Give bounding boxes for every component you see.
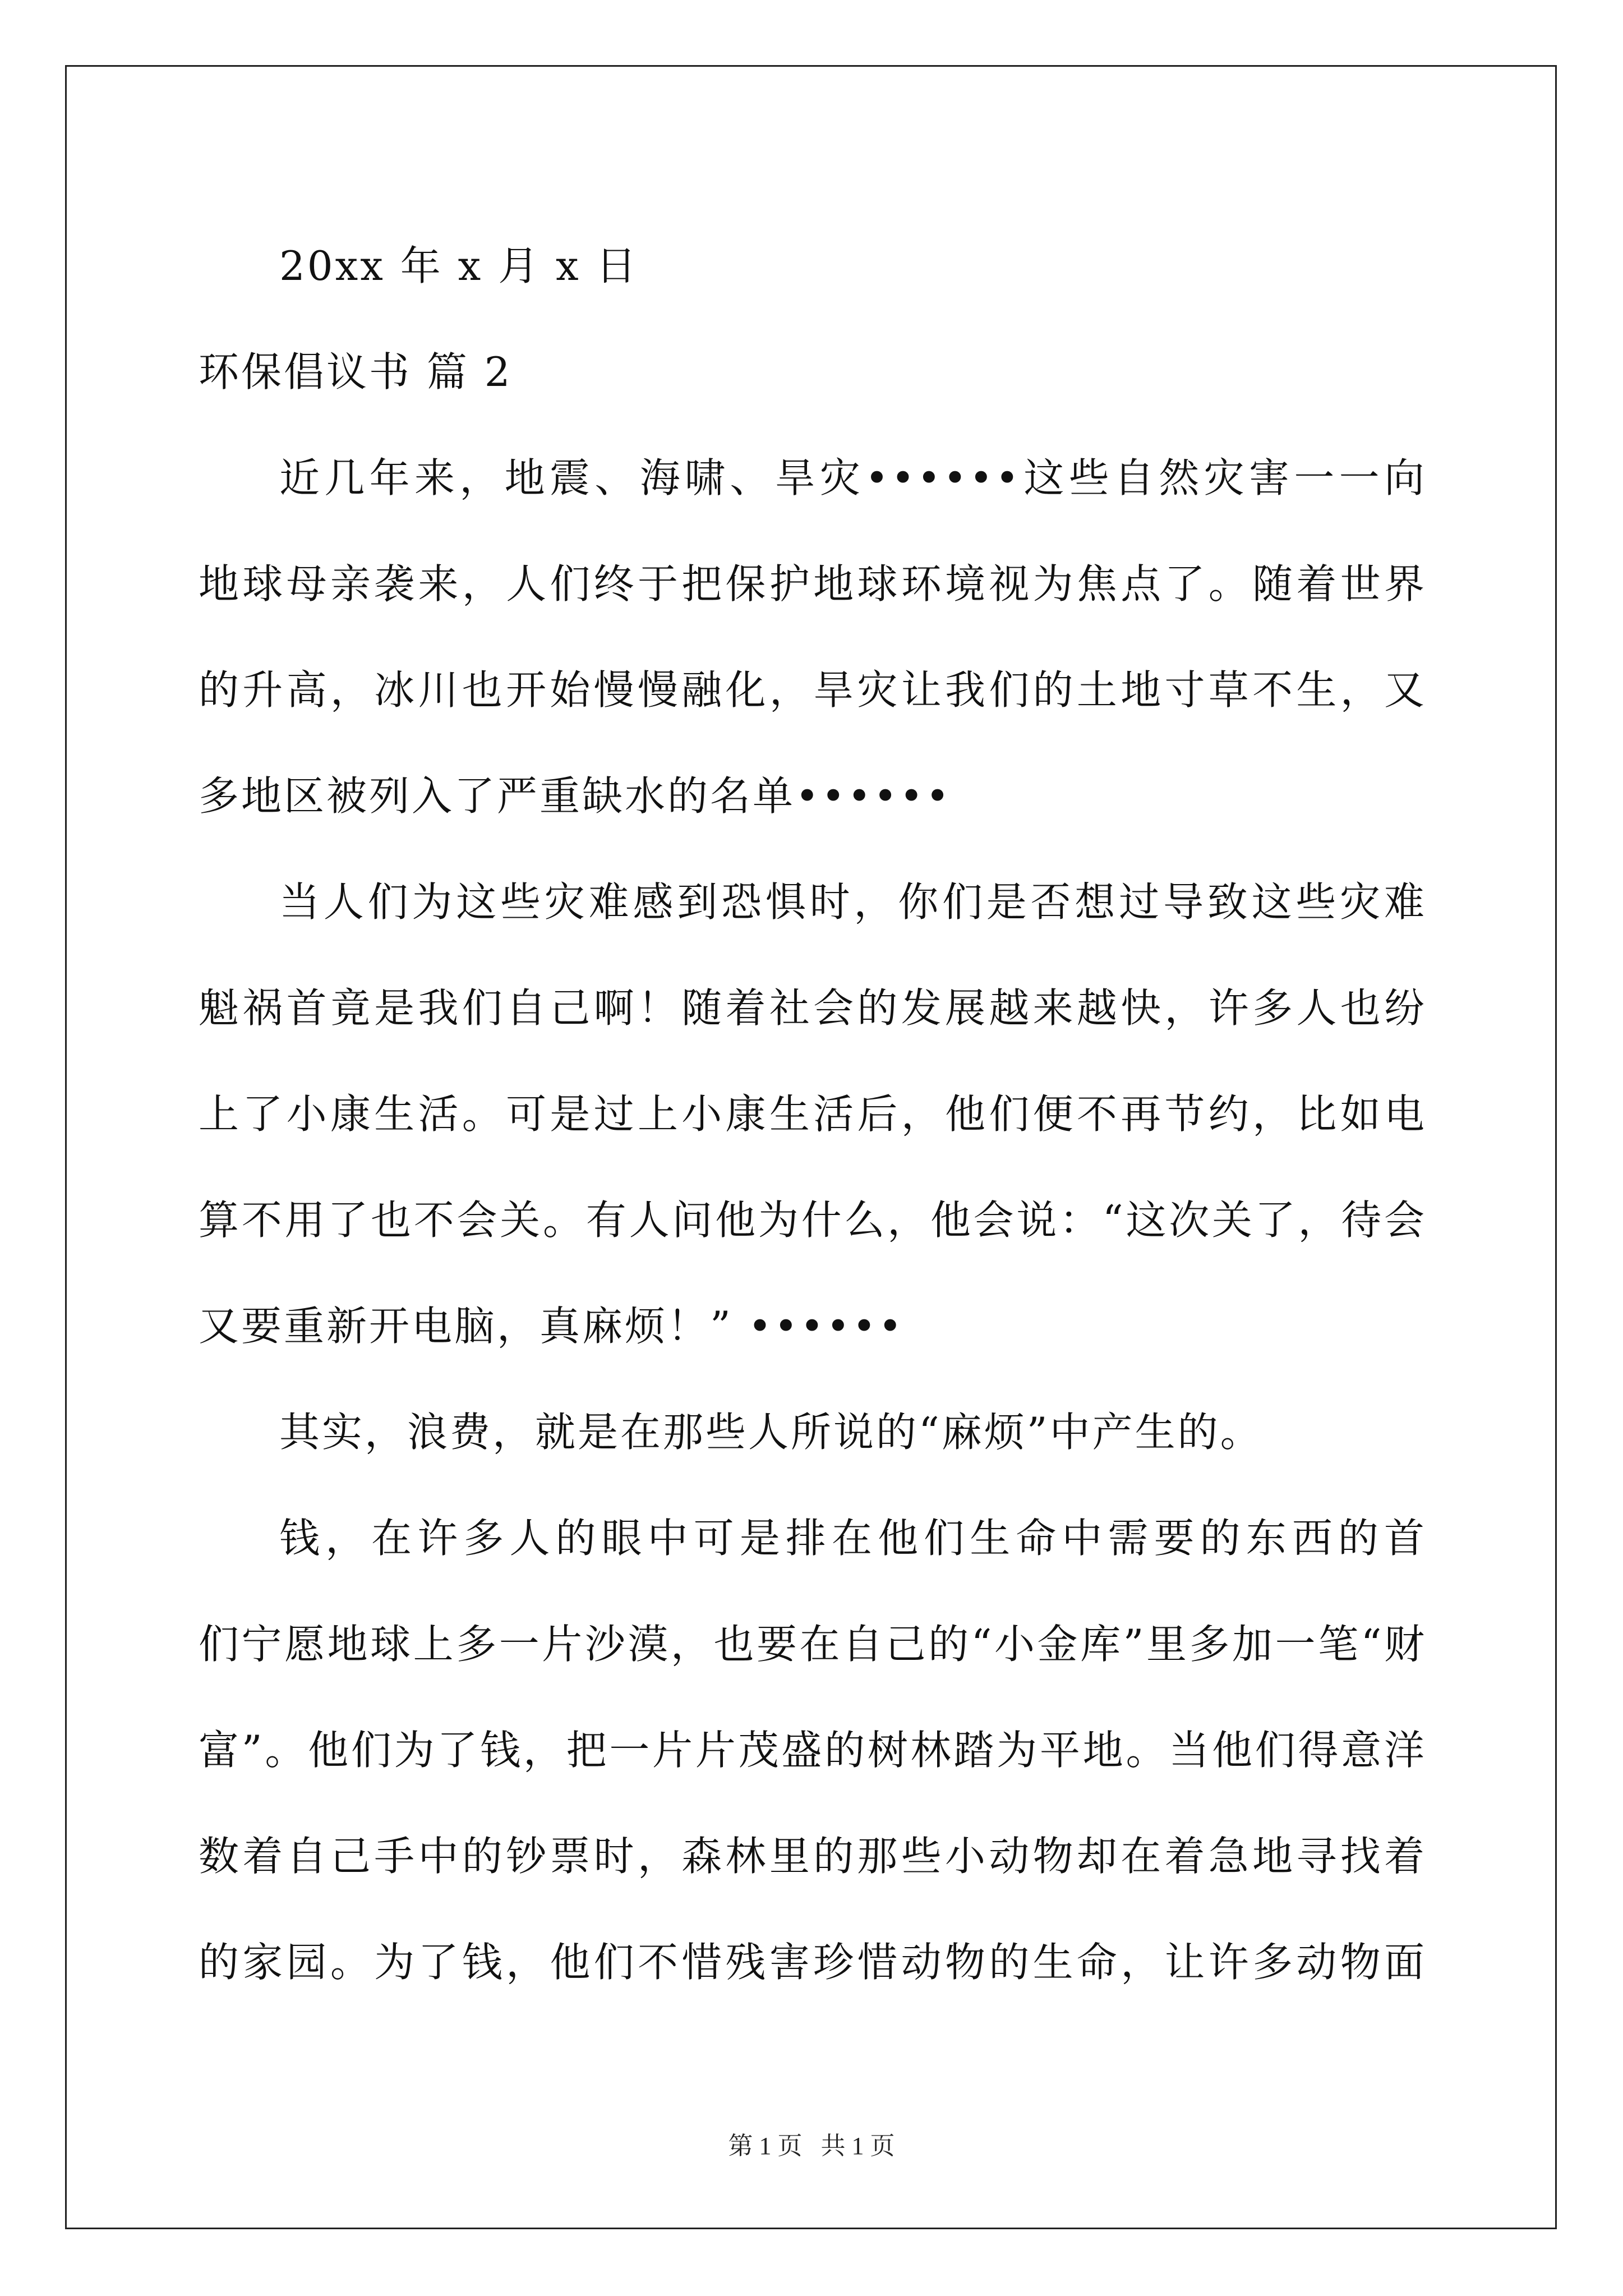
- page-number: 第 1 页: [728, 2132, 803, 2160]
- paragraph-line: 富”。他们为了钱，把一片片茂盛的树林踏为平地。当他们得意洋: [199, 1727, 1427, 1774]
- page-total: 共 1 页: [820, 2132, 895, 2160]
- paragraph-line: 算不用了也不会关。有人问他为什么，他会说：“这次关了，待会: [199, 1197, 1427, 1244]
- paragraph-line: 钱，在许多人的眼中可是排在他们生命中需要的东西的首: [279, 1515, 1427, 1562]
- page-footer: [0, 2129, 1623, 2163]
- paragraph-line: 的家园。为了钱，他们不惜残害珍惜动物的生命，让许多动物面: [199, 1939, 1427, 1986]
- paragraph-line: 数着自己手中的钞票时，森林里的那些小动物却在着急地寻找着: [199, 1833, 1427, 1880]
- paragraph-line: 近几年来，地震、海啸、旱灾••••••这些自然灾害一一向: [279, 454, 1427, 501]
- paragraph-line: 又要重新开电脑，真麻烦！” ••••••: [199, 1303, 905, 1350]
- paragraph-line: 地球母亲袭来，人们终于把保护地球环境视为焦点了。随着世界: [199, 560, 1427, 608]
- paragraph-line: 的升高，冰川也开始慢慢融化，旱灾让我们的土地寸草不生，又: [199, 666, 1427, 714]
- document-title: 环保倡议书 篇 2: [199, 348, 513, 395]
- paragraph-line: 其实，浪费，就是在那些人所说的“麻烦”中产生的。: [279, 1409, 1263, 1456]
- paragraph-line: 上了小康生活。可是过上小康生活后，他们便不再节约，比如电: [199, 1091, 1427, 1138]
- paragraph-line: 当人们为这些灾难感到恐惧时，你们是否想过导致这些灾难: [279, 878, 1427, 926]
- date-line: 20xx 年 x 月 x 日: [279, 242, 639, 289]
- document-body: [199, 213, 1427, 2016]
- paragraph-line: 们宁愿地球上多一片沙漠，也要在自己的“小金库”里多加一笔“财: [199, 1621, 1427, 1668]
- paragraph-line: 魁祸首竟是我们自己啊！随着社会的发展越来越快，许多人也纷: [199, 984, 1427, 1032]
- paragraph-line: 多地区被列入了严重缺水的名单••••••: [199, 772, 952, 820]
